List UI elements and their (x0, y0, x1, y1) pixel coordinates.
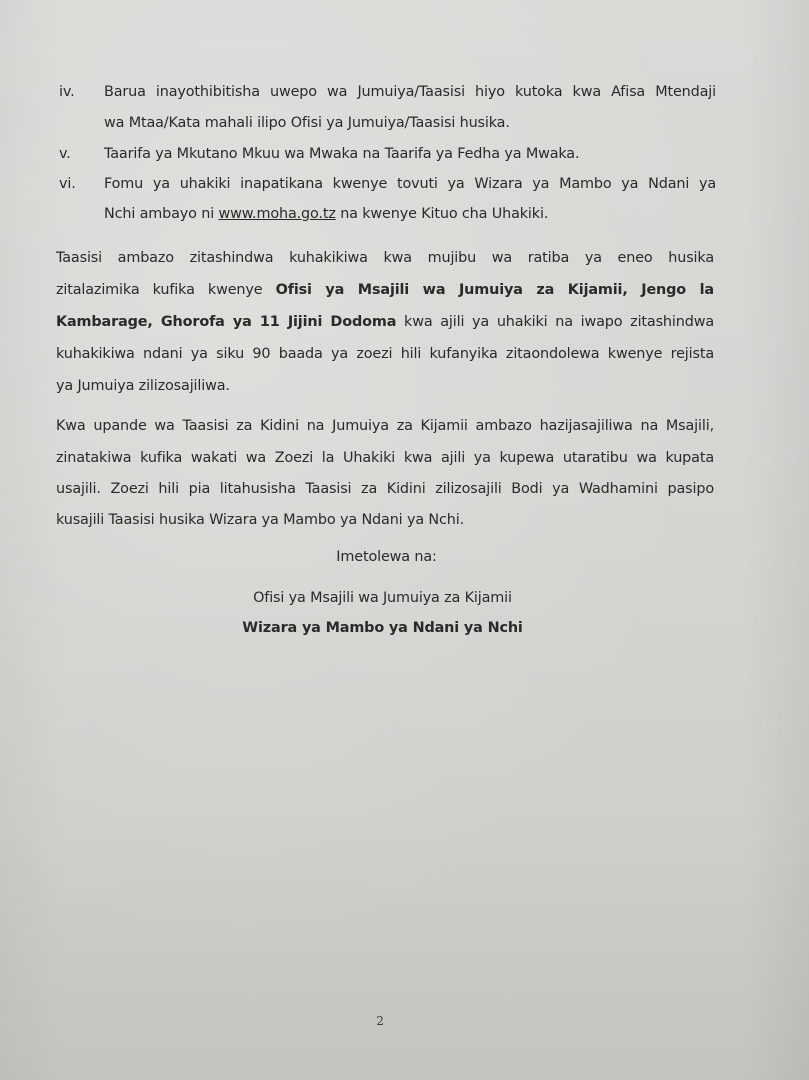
list-numeral: vi. (59, 176, 76, 192)
issued-by-label: Imetolewa na: (336, 549, 437, 565)
paragraph-line: kuhakikiwa ndani ya siku 90 baada ya zoezi hili kufanyika zitaondolewa kwenye rejista (56, 346, 714, 362)
text-fragment: zitalazimika kufika kwenye (56, 282, 276, 298)
paragraph-line: kusajili Taasisi husika Wizara ya Mambo ya Ndani ya Nchi. (56, 512, 465, 528)
page-number: 2 (376, 1014, 384, 1028)
bold-office-address: Ofisi ya Msajili wa Jumuiya za Kijamii, Jengo la (275, 282, 714, 298)
paragraph-line: usajili. Zoezi hili pia litahusisha Taasisi za Kidini zilizosajili Bodi ya Wadhamini pasipo (56, 481, 714, 497)
list-item-text-line (104, 206, 548, 222)
list-numeral: v. (59, 146, 71, 162)
paragraph-line: zinatakiwa kufika wakati wa Zoezi la Uhakiki kwa ajili ya kupewa utaratibu wa kupata (56, 450, 714, 466)
list-item-text-line: Fomu ya uhakiki inapatikana kwenye tovuti ya Wizara ya Mambo ya Ndani ya (104, 176, 716, 192)
list-item-text-line: wa Mtaa/Kata mahali ilipo Ofisi ya Jumuiya/Taasisi husika. (104, 115, 510, 131)
issuing-ministry: Wizara ya Mambo ya Ndani ya Nchi (242, 620, 523, 636)
paragraph-line (56, 282, 714, 298)
paragraph-line: Taasisi ambazo zitashindwa kuhakikiwa kwa mujibu wa ratiba ya eneo husika (56, 250, 714, 266)
paragraph-line: ya Jumuiya zilizosajiliwa. (56, 378, 230, 394)
paragraph-line (56, 314, 714, 330)
list-numeral: iv. (59, 84, 75, 100)
text-fragment: na kwenye Kituo cha Uhakiki. (335, 206, 549, 222)
issuing-office: Ofisi ya Msajili wa Jumuiya za Kijamii (253, 590, 512, 606)
text-fragment: kwa ajili ya uhakiki na iwapo zitashindwa (396, 314, 714, 330)
bold-office-address: Kambarage, Ghorofa ya 11 Jijini Dodoma (56, 314, 397, 330)
list-item-text-line: Barua inayothibitisha uwepo wa Jumuiya/Taasisi hiyo kutoka kwa Afisa Mtendaji (104, 84, 716, 100)
list-item-text-line: Taarifa ya Mkutano Mkuu wa Mwaka na Taarifa ya Fedha ya Mwaka. (104, 146, 580, 162)
moha-website-link[interactable]: www.moha.go.tz (218, 206, 336, 222)
paragraph-line: Kwa upande wa Taasisi za Kidini na Jumuiya za Kijamii ambazo hazijasajiliwa na Msajili, (56, 418, 714, 434)
text-fragment: Nchi ambayo ni (104, 206, 219, 222)
